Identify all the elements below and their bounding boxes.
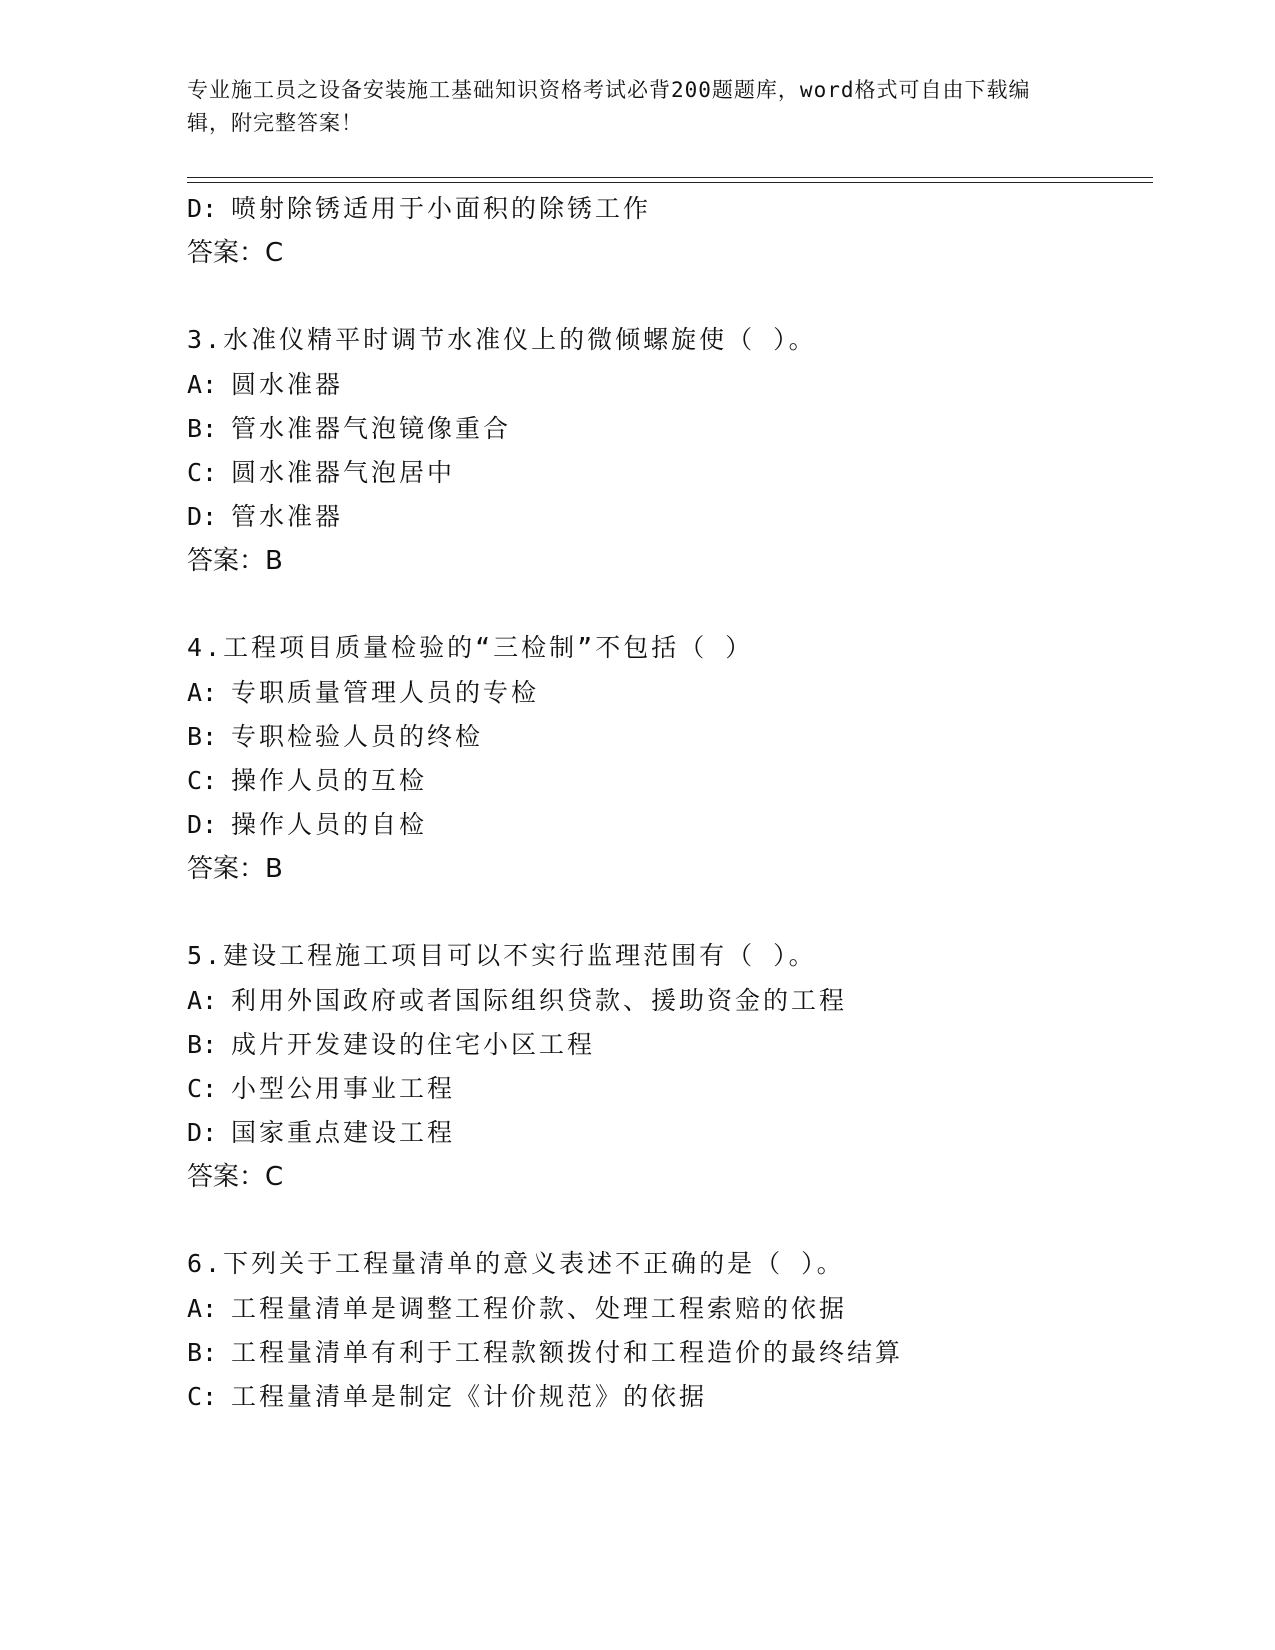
q3-stem: 3.水准仪精平时调节水准仪上的微倾螺旋使（ ）。 [187,325,817,354]
option-text: 国家重点建设工程 [231,1118,456,1147]
option-label: D: [187,810,218,839]
option-label: C: [187,1074,218,1103]
option-text: 圆水准器 [231,370,344,399]
q2-answer: 答案：C [187,238,284,268]
q3-option-c [187,453,455,493]
q6-option-c [187,1377,707,1417]
q6-option-b [187,1333,903,1373]
option-label: D: [187,1118,218,1147]
option-label: A: [187,1294,218,1323]
option-text: 操作人员的互检 [231,766,428,795]
option-label: D: [187,502,218,531]
option-text: 工程量清单是制定《计价规范》的依据 [231,1382,708,1411]
q4-option-a [187,673,539,713]
option-label: C: [187,1382,218,1411]
q5-option-d [187,1113,455,1153]
q5-option-b [187,1025,595,1065]
q5-option-a [187,981,847,1021]
q5-option-c [187,1069,455,1109]
option-text: 利用外国政府或者国际组织贷款、援助资金的工程 [231,986,848,1015]
q5-stem: 5.建设工程施工项目可以不实行监理范围有（ ）。 [187,941,817,970]
q3-option-a [187,365,343,405]
option-text: 操作人员的自检 [231,810,428,839]
option-text: 专职检验人员的终检 [231,722,484,751]
option-label: A: [187,986,218,1015]
q5-answer: 答案：C [187,1162,284,1192]
option-label: A: [187,370,218,399]
option-text: 管水准器 [231,502,344,531]
option-label: B: [187,722,218,751]
document-header: 专业施工员之设备安装施工基础知识资格考试必背200题题库，word格式可自由下载编辑，附完整答案！ [187,78,1031,135]
option-text: 管水准器气泡镜像重合 [231,414,512,443]
option-text: 工程量清单有利于工程款额拨付和工程造价的最终结算 [231,1338,904,1367]
header-divider-top [187,177,1153,178]
q4-option-d [187,805,427,845]
option-label: C: [187,458,218,487]
option-label: B: [187,1338,218,1367]
option-text: 专职质量管理人员的专检 [231,678,540,707]
option-text: 工程量清单是调整工程价款、处理工程索赔的依据 [231,1294,848,1323]
option-label: D: [187,194,218,223]
header-divider-bottom [187,182,1153,183]
option-text: 圆水准器气泡居中 [231,458,456,487]
q3-option-b [187,409,511,449]
option-text: 成片开发建设的住宅小区工程 [231,1030,596,1059]
option-label: B: [187,1030,218,1059]
q4-option-c [187,761,427,801]
q6-option-a [187,1289,847,1329]
option-label: B: [187,414,218,443]
q6-stem: 6.下列关于工程量清单的意义表述不正确的是（ ）。 [187,1249,845,1278]
option-label: C: [187,766,218,795]
option-text: 喷射除锈适用于小面积的除锈工作 [231,194,652,223]
option-text: 小型公用事业工程 [231,1074,456,1103]
q4-option-b [187,717,483,757]
option-label: A: [187,678,218,707]
q2-option-d [187,189,651,229]
q4-stem: 4.工程项目质量检验的“三检制”不包括（ ） [187,633,754,662]
q3-option-d [187,497,343,537]
q3-answer: 答案：B [187,546,283,576]
q4-answer: 答案：B [187,854,283,884]
